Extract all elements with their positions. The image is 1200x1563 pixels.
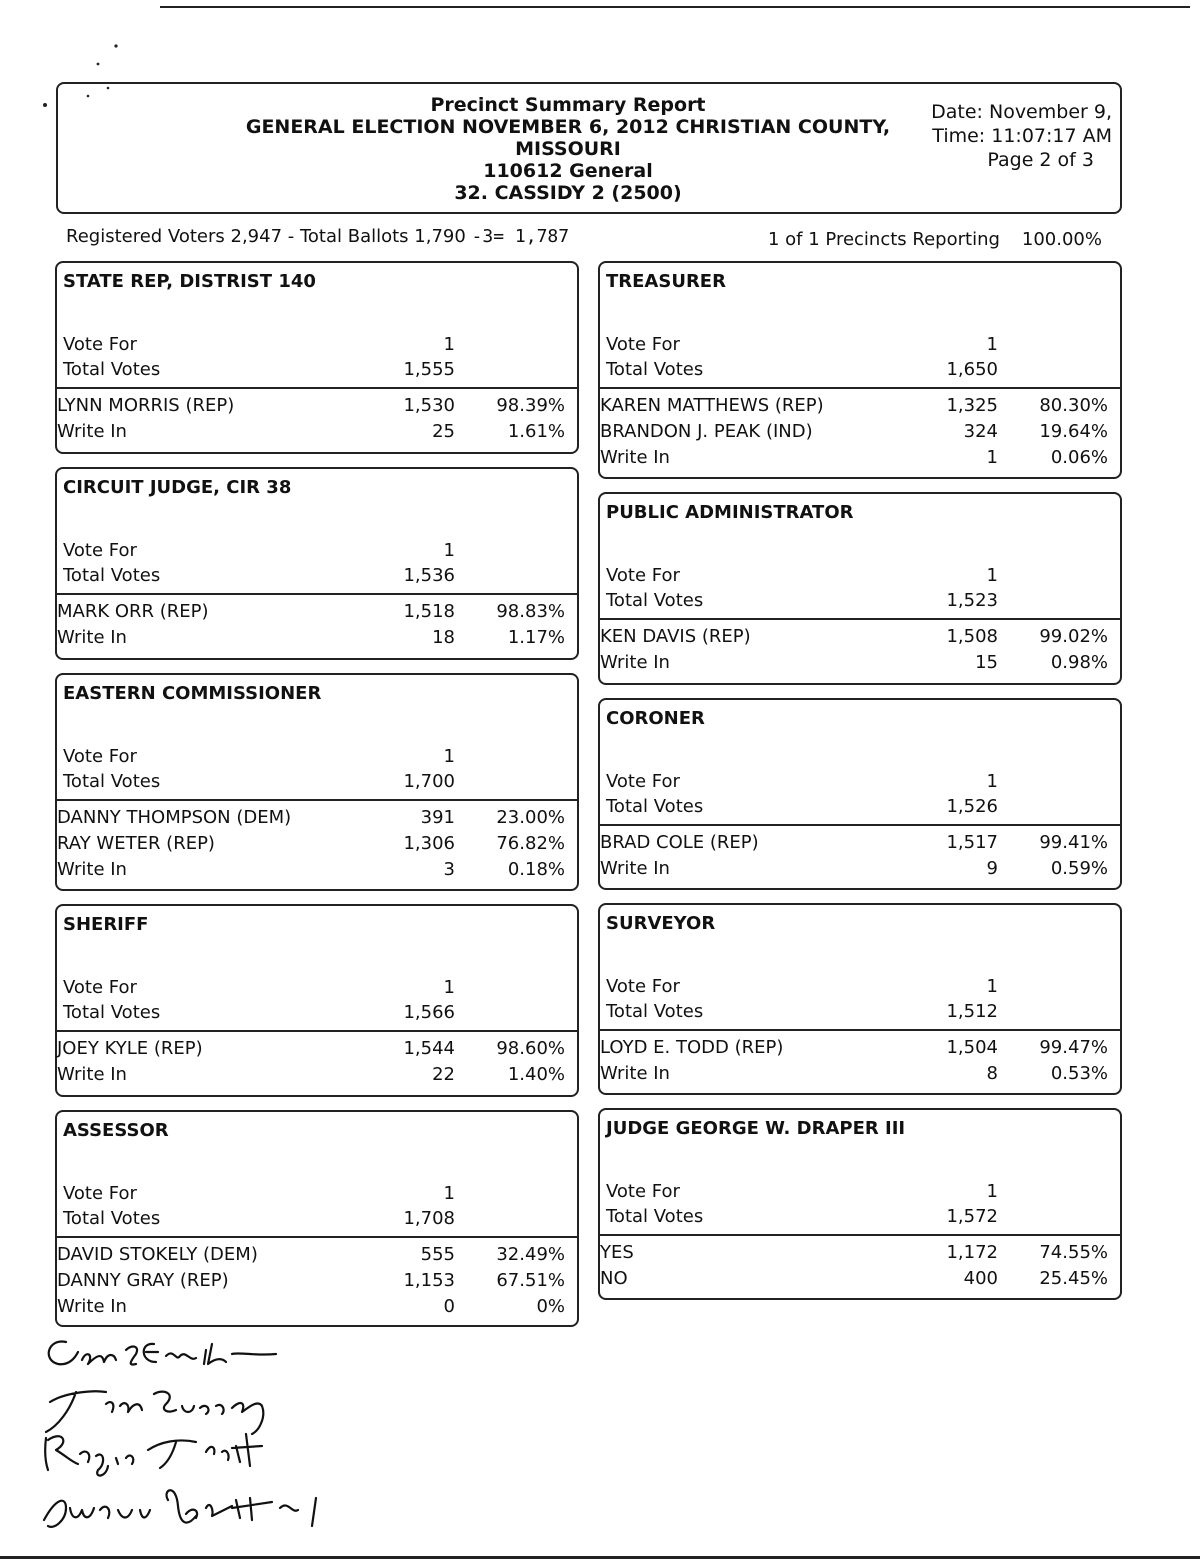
top-rule <box>160 6 1190 8</box>
race-title: SHERIFF <box>63 914 149 935</box>
candidate-votes: 1,544 <box>403 1038 455 1059</box>
header-titles <box>228 94 908 204</box>
candidate-percent: 0.18% <box>507 859 565 880</box>
signature-3 <box>45 1434 262 1476</box>
candidate-name: DANNY GRAY (REP) <box>57 1270 229 1291</box>
vote-for-value: 1 <box>443 540 455 561</box>
total-votes-label: Total Votes <box>63 359 161 380</box>
candidate-votes: 1,504 <box>946 1037 998 1058</box>
signature-4 <box>44 1490 316 1527</box>
race-title: CORONER <box>606 708 705 729</box>
candidate-percent: 1.17% <box>507 627 565 648</box>
vote-for-value: 1 <box>986 334 998 355</box>
candidate-percent: 0.53% <box>1050 1063 1108 1084</box>
candidate-percent: 67.51% <box>496 1270 565 1291</box>
race-box <box>55 467 579 660</box>
vote-for-label: Vote For <box>606 565 680 586</box>
race-title: PUBLIC ADMINISTRATOR <box>606 502 854 523</box>
candidate-percent: 1.40% <box>507 1064 565 1085</box>
candidate-name: DANNY THOMPSON (DEM) <box>57 807 292 828</box>
vote-for-value: 1 <box>986 771 998 792</box>
candidate-name: LYNN MORRIS (REP) <box>57 395 235 416</box>
race-box <box>598 903 1122 1095</box>
candidate-votes: 324 <box>963 421 998 442</box>
total-votes-label: Total Votes <box>606 796 704 817</box>
candidate-name: MARK ORR (REP) <box>57 601 209 622</box>
candidate-name: DAVID STOKELY (DEM) <box>57 1244 258 1265</box>
separator-rule <box>57 387 577 389</box>
candidate-votes: 25 <box>432 421 455 442</box>
election-line-2: MISSOURI <box>515 138 621 160</box>
vote-for-value: 1 <box>443 977 455 998</box>
vote-for-label: Vote For <box>63 977 137 998</box>
race-box <box>55 1110 579 1327</box>
total-votes-label: Total Votes <box>63 565 161 586</box>
candidate-name: JOEY KYLE (REP) <box>57 1038 203 1059</box>
candidate-percent: 19.64% <box>1039 421 1108 442</box>
total-votes-value: 1,700 <box>403 771 455 792</box>
candidate-percent: 0% <box>536 1296 565 1317</box>
race-box <box>598 1108 1122 1300</box>
total-votes-value: 1,555 <box>403 359 455 380</box>
precincts-reporting-pct: 100.00% <box>1021 229 1102 250</box>
report-title: Precinct Summary Report <box>430 94 706 116</box>
candidate-votes: 391 <box>420 807 455 828</box>
vote-for-label: Vote For <box>63 334 137 355</box>
race-box <box>55 904 579 1097</box>
candidate-percent: 99.41% <box>1039 832 1108 853</box>
candidate-name: BRAD COLE (REP) <box>600 832 759 853</box>
separator-rule <box>57 1030 577 1032</box>
candidate-name: Write In <box>57 627 127 648</box>
total-votes-value: 1,523 <box>946 590 998 611</box>
candidate-percent: 1.61% <box>507 421 565 442</box>
handwritten-ballot-adjustment: -3= 1,787 <box>471 226 570 247</box>
total-votes-value: 1,572 <box>946 1206 998 1227</box>
total-votes-label: Total Votes <box>606 1001 704 1022</box>
race-title: CIRCUIT JUDGE, CIR 38 <box>63 477 292 498</box>
candidate-name: Write In <box>600 1063 670 1084</box>
total-votes-value: 1,566 <box>403 1002 455 1023</box>
total-votes-value: 1,526 <box>946 796 998 817</box>
candidate-name: NO <box>600 1268 628 1289</box>
precinct-name: 32. CASSIDY 2 (2500) <box>454 182 682 204</box>
vote-for-label: Vote For <box>606 334 680 355</box>
page-number: Page 2 of 3 <box>987 149 1094 171</box>
candidate-votes: 400 <box>963 1268 998 1289</box>
vote-for-value: 1 <box>986 1181 998 1202</box>
total-votes-label: Total Votes <box>606 590 704 611</box>
candidate-percent: 99.47% <box>1039 1037 1108 1058</box>
separator-rule <box>600 618 1120 620</box>
candidate-votes: 1,325 <box>946 395 998 416</box>
candidate-votes: 1,172 <box>946 1242 998 1263</box>
candidate-name: RAY WETER (REP) <box>57 833 215 854</box>
vote-for-label: Vote For <box>63 1183 137 1204</box>
candidate-percent: 74.55% <box>1039 1242 1108 1263</box>
candidate-percent: 98.83% <box>496 601 565 622</box>
registered-voters-line <box>66 226 569 247</box>
separator-rule <box>600 824 1120 826</box>
candidate-name: KEN DAVIS (REP) <box>600 626 751 647</box>
registered-voters-text: Registered Voters 2,947 - Total Ballots 1,790 <box>66 226 466 247</box>
report-time: Time: 11:07:17 AM <box>932 125 1112 147</box>
election-line-1: GENERAL ELECTION NOVEMBER 6, 2012 CHRISTIAN COUNTY, <box>245 116 891 138</box>
candidate-name: Write In <box>57 421 127 442</box>
candidate-name: Write In <box>600 858 670 879</box>
total-votes-value: 1,708 <box>403 1208 455 1229</box>
race-title: SURVEYOR <box>606 913 716 934</box>
candidate-votes: 1,517 <box>946 832 998 853</box>
signature-block <box>36 1330 356 1555</box>
candidate-name: BRANDON J. PEAK (IND) <box>600 421 813 442</box>
candidate-percent: 76.82% <box>496 833 565 854</box>
candidate-votes: 0 <box>443 1296 455 1317</box>
candidate-percent: 0.06% <box>1050 447 1108 468</box>
candidate-percent: 32.49% <box>496 1244 565 1265</box>
race-box <box>598 261 1122 479</box>
candidate-votes: 1,306 <box>403 833 455 854</box>
candidate-percent: 25.45% <box>1039 1268 1108 1289</box>
report-date: Date: November 9, <box>931 101 1112 123</box>
candidate-votes: 15 <box>975 652 998 673</box>
race-title: STATE REP, DISTRIST 140 <box>63 271 316 292</box>
candidate-votes: 9 <box>986 858 998 879</box>
total-votes-value: 1,512 <box>946 1001 998 1022</box>
bottom-rule <box>0 1556 1200 1559</box>
race-box <box>598 492 1122 685</box>
candidate-percent: 98.60% <box>496 1038 565 1059</box>
candidate-name: Write In <box>57 859 127 880</box>
total-votes-label: Total Votes <box>606 359 704 380</box>
candidate-votes: 555 <box>420 1244 455 1265</box>
race-box <box>55 673 579 891</box>
race-box <box>55 261 579 454</box>
race-box <box>598 698 1122 890</box>
vote-for-label: Vote For <box>606 1181 680 1202</box>
vote-for-value: 1 <box>443 1183 455 1204</box>
vote-for-label: Vote For <box>606 976 680 997</box>
report-header <box>56 82 1122 214</box>
separator-rule <box>57 1236 577 1238</box>
candidate-votes: 1,153 <box>403 1270 455 1291</box>
candidate-percent: 23.00% <box>496 807 565 828</box>
separator-rule <box>57 799 577 801</box>
candidate-name: Write In <box>57 1296 127 1317</box>
total-votes-value: 1,536 <box>403 565 455 586</box>
vote-for-label: Vote For <box>63 540 137 561</box>
candidate-votes: 8 <box>986 1063 998 1084</box>
total-votes-label: Total Votes <box>63 1208 161 1229</box>
candidate-percent: 98.39% <box>496 395 565 416</box>
candidate-votes: 18 <box>432 627 455 648</box>
race-title: EASTERN COMMISSIONER <box>63 683 322 704</box>
election-code: 110612 General <box>483 160 653 182</box>
vote-for-value: 1 <box>443 746 455 767</box>
vote-for-value: 1 <box>986 565 998 586</box>
candidate-votes: 3 <box>443 859 455 880</box>
candidate-percent: 99.02% <box>1039 626 1108 647</box>
candidate-votes: 22 <box>432 1064 455 1085</box>
candidate-name: YES <box>600 1242 634 1263</box>
race-title: TREASURER <box>606 271 726 292</box>
candidate-name: KAREN MATTHEWS (REP) <box>600 395 824 416</box>
separator-rule <box>600 387 1120 389</box>
candidate-votes: 1,508 <box>946 626 998 647</box>
separator-rule <box>57 593 577 595</box>
candidate-votes: 1,530 <box>403 395 455 416</box>
candidate-percent: 0.59% <box>1050 858 1108 879</box>
vote-for-value: 1 <box>986 976 998 997</box>
race-title: JUDGE GEORGE W. DRAPER III <box>606 1118 906 1139</box>
candidate-votes: 1,518 <box>403 601 455 622</box>
total-votes-label: Total Votes <box>63 1002 161 1023</box>
candidate-name: LOYD E. TODD (REP) <box>600 1037 784 1058</box>
total-votes-label: Total Votes <box>63 771 161 792</box>
total-votes-label: Total Votes <box>606 1206 704 1227</box>
candidate-name: Write In <box>600 447 670 468</box>
candidate-name: Write In <box>600 652 670 673</box>
precincts-reporting-text: 1 of 1 Precincts Reporting <box>768 229 1000 250</box>
race-title: ASSESSOR <box>63 1120 169 1141</box>
candidate-percent: 80.30% <box>1039 395 1108 416</box>
vote-for-value: 1 <box>443 334 455 355</box>
signature-1 <box>49 1342 276 1365</box>
candidate-name: Write In <box>57 1064 127 1085</box>
total-votes-value: 1,650 <box>946 359 998 380</box>
candidate-percent: 0.98% <box>1050 652 1108 673</box>
candidate-votes: 1 <box>986 447 998 468</box>
header-meta <box>931 100 1112 172</box>
precincts-reporting <box>768 229 1102 250</box>
signature-2 <box>46 1391 263 1434</box>
vote-for-label: Vote For <box>63 746 137 767</box>
separator-rule <box>600 1234 1120 1236</box>
vote-for-label: Vote For <box>606 771 680 792</box>
separator-rule <box>600 1029 1120 1031</box>
